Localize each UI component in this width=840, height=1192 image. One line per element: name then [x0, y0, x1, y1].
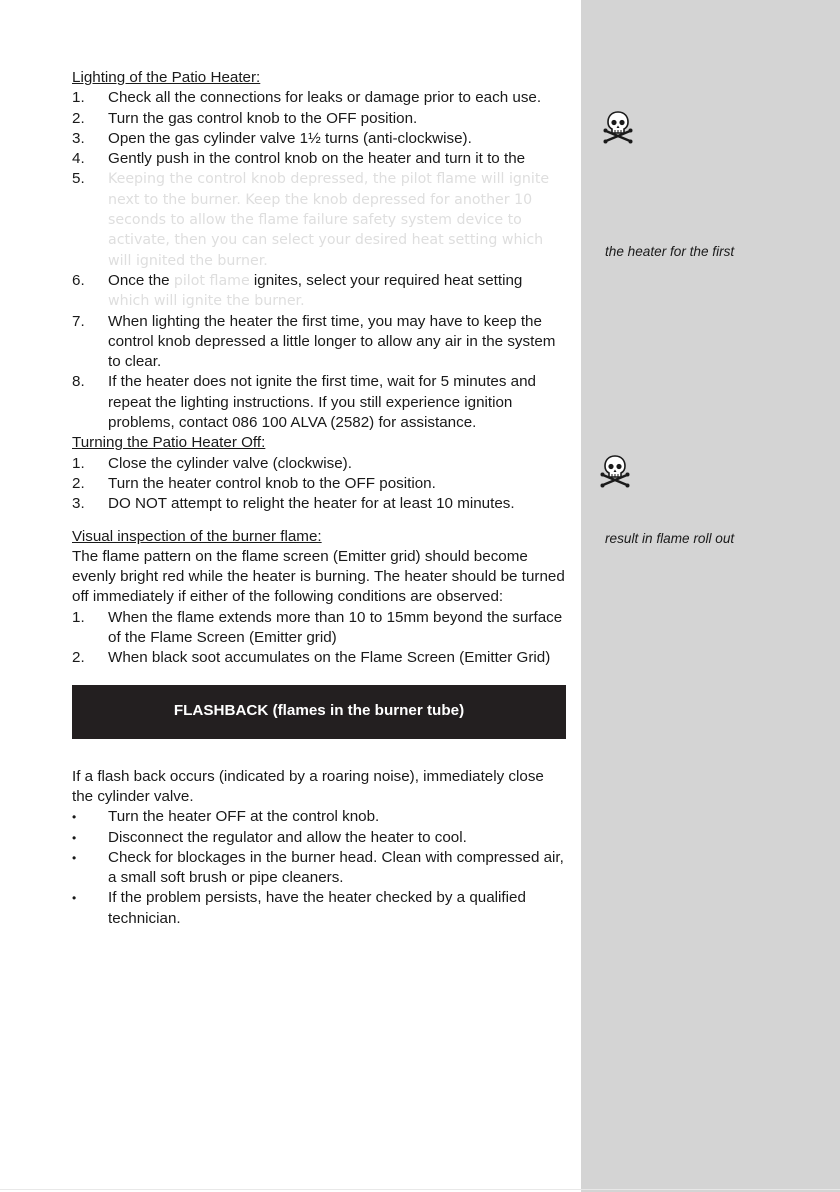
step-number: 1.: [72, 89, 85, 107]
instructions-column: [72, 68, 568, 929]
lighting-step-3: [72, 129, 568, 149]
step-text-faded: pilot flame: [173, 272, 250, 289]
step-text: Turn the heater control knob to the OFF position.: [108, 474, 436, 492]
step-text: When black soot accumulates on the Flame Screen (Emitter Grid): [108, 649, 551, 667]
bullet-icon: •: [72, 810, 77, 825]
flashback-intro: If a flash back occurs (indicated by a roaring noise), immediately close the cylinder valve.: [72, 767, 544, 805]
flashback-bullet-2: [72, 828, 568, 848]
flashback-bullet-4: [72, 888, 568, 929]
lighting-step-7: [72, 312, 568, 373]
lighting-steps: [72, 88, 568, 433]
bullet-text: Turn the heater OFF at the control knob.: [108, 808, 380, 826]
bullet-icon: •: [72, 850, 77, 865]
page-bottom-rule: [0, 1189, 840, 1190]
step-text: When lighting the heater the first time, you may have to keep the control knob depressed a little longer to allow any air in the system to clear.: [108, 312, 556, 371]
flashback-bullets: [72, 807, 568, 929]
skull-crossbones-icon: [601, 110, 635, 144]
visual-inspection-steps: [72, 608, 568, 669]
visual-step-2: [72, 648, 568, 668]
step-text: ignites, select your required heat setting: [249, 271, 523, 289]
step-number: 8.: [72, 373, 85, 391]
step-number: 6.: [72, 271, 85, 289]
step-text: When the flame extends more than 10 to 15mm beyond the surface of the Flame Screen (Emitter grid): [108, 608, 563, 647]
skull-crossbones-icon: [598, 454, 632, 488]
lighting-step-1: [72, 88, 568, 108]
bullet-icon: •: [72, 891, 77, 906]
section-gap: [72, 515, 568, 527]
flashback-banner: [72, 685, 566, 739]
step-text: Close the cylinder valve (clockwise).: [108, 454, 352, 472]
lighting-step-8: [72, 372, 568, 433]
sidebar-note-flame-roll-out: result in flame roll out: [605, 531, 735, 546]
step-number: 7.: [72, 312, 85, 330]
step-text: Check all the connections for leaks or damage prior to each use.: [108, 89, 542, 107]
step-number: 1.: [72, 608, 85, 626]
step-number: 1.: [72, 454, 85, 472]
step-text: Once the: [108, 271, 174, 289]
flashback-bullet-1: [72, 807, 568, 827]
visual-inspection-intro: The flame pattern on the flame screen (Emitter grid) should become evenly bright red while the heater is burning. The heater should be turned off immediately if either of the following conditions are observed:: [72, 547, 565, 606]
lighting-step-6: [72, 271, 568, 312]
turning-off-step-2: [72, 474, 568, 494]
warning-sidebar: [581, 0, 840, 1192]
step-number: 3.: [72, 495, 85, 513]
lighting-step-4: [72, 149, 568, 169]
bullet-icon: •: [72, 830, 77, 845]
step-text: If the heater does not ignite the first time, wait for 5 minutes and repeat the lighting instructions. If you still experience ignition problems, contact 086 100 ALVA (2582) for assistance.: [108, 373, 537, 432]
bullet-text: If the problem persists, have the heater checked by a qualified technician.: [108, 889, 526, 927]
bullet-text: Disconnect the regulator and allow the heater to cool.: [108, 828, 467, 846]
step-text: DO NOT attempt to relight the heater for at least 10 minutes.: [108, 495, 515, 513]
lighting-step-2: [72, 109, 568, 129]
lighting-step-5: [72, 169, 568, 270]
flashback-banner-text: FLASHBACK (flames in the burner tube): [173, 702, 465, 720]
turning-off-step-3: [72, 494, 568, 514]
step-number: 3.: [72, 129, 85, 147]
step-text-faded: Keeping the control knob depressed, the pilot flame will ignite next to the burner. Keep the knob depressed for another 10 seconds to allow the flame failure safety system device to activate, then you can select your desired heat setting which will ignited the burner.: [108, 171, 550, 269]
lighting-heading: Lighting of the Patio Heater:: [72, 69, 261, 86]
step-text-faded: which will ignite the burner.: [108, 293, 305, 310]
sidebar-note-first-use: the heater for the first: [605, 244, 735, 259]
turning-off-heading: Turning the Patio Heater Off:: [72, 434, 266, 452]
visual-step-1: [72, 608, 568, 649]
step-number: 2.: [72, 649, 85, 667]
step-number: 2.: [72, 474, 85, 492]
turning-off-steps: [72, 454, 568, 515]
step-text: Turn the gas control knob to the OFF position.: [108, 109, 418, 127]
step-text: Gently push in the control knob on the heater and turn it to the: [108, 150, 526, 168]
turning-off-step-1: [72, 454, 568, 474]
visual-inspection-heading: Visual inspection of the burner flame:: [72, 527, 322, 545]
step-text: Open the gas cylinder valve 1½ turns (anti-clockwise).: [108, 129, 472, 147]
step-number: 4.: [72, 150, 85, 168]
step-number: 2.: [72, 109, 85, 127]
step-number: 5.: [72, 170, 85, 188]
bullet-text: Check for blockages in the burner head. Clean with compressed air, a small soft brush or pipe cleaners.: [108, 848, 564, 887]
flashback-bullet-3: [72, 848, 568, 889]
